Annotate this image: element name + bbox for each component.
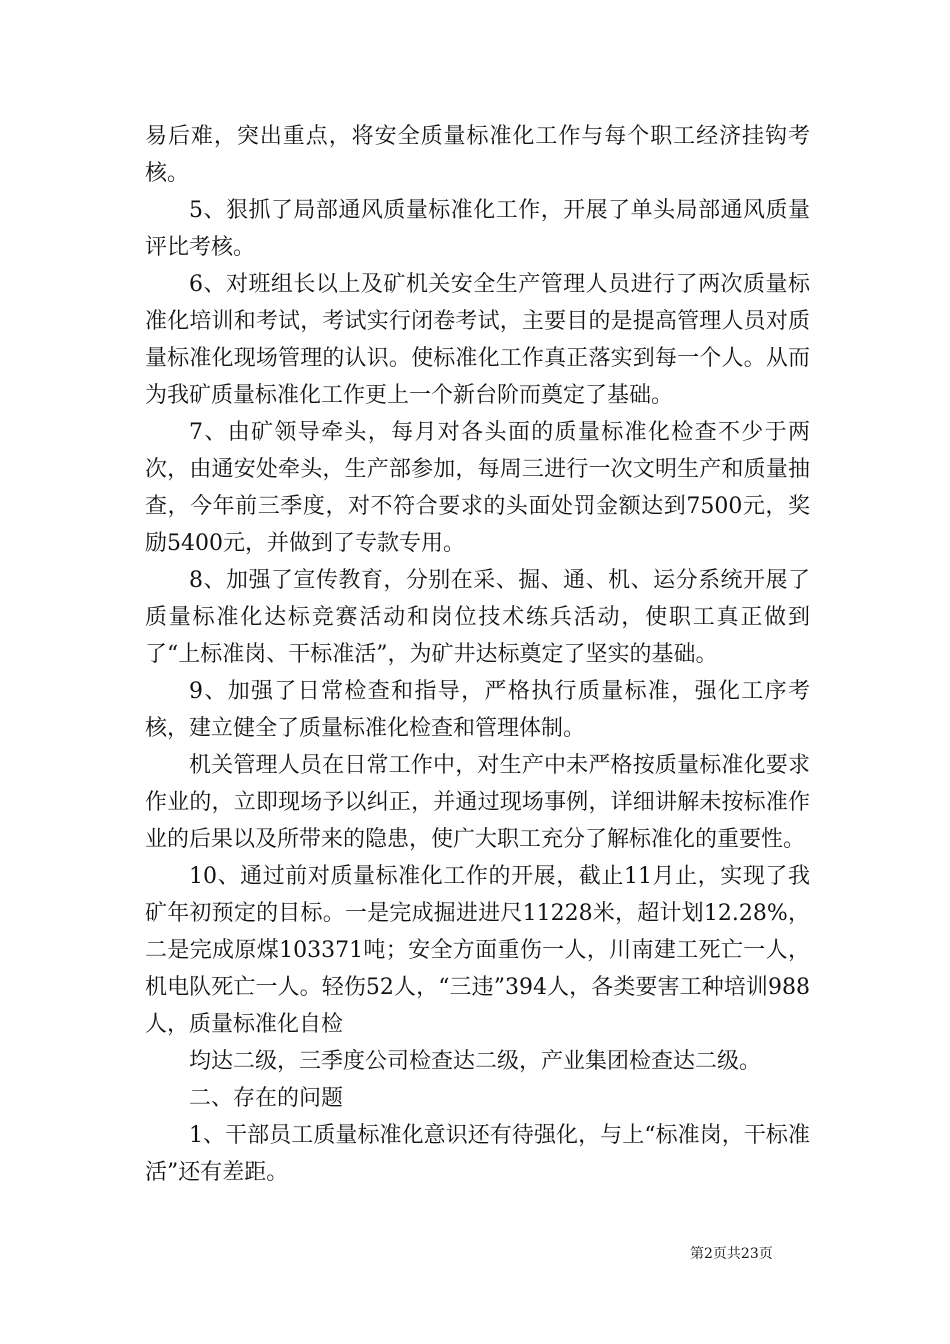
- paragraph-4: 7、由矿领导牵头，每月对各头面的质量标准化检查不少于两次，由通安处牵头，生产部参加，每周三进行一次文明生产和质量抽查，今年前三季度，对不符合要求的头面处罚金额达到7500元，奖励5400元，并做到了专款专用。: [145, 420, 810, 556]
- paragraph-8: 10、通过前对质量标准化工作的开展，截止11月止，实现了我矿年初预定的目标。一是完成掘进进尺11228米，超计划12.28%，二是完成原煤103371吨；安全方面重伤一人，川南建工死亡一人，机电队死亡一人。轻伤52人，“三违”394人，各类要害工种培训988人，质量标准化自检: [145, 864, 810, 1037]
- paragraph-3: 6、对班组长以上及矿机关安全生产管理人员进行了两次质量标准化培训和考试，考试实行闭卷考试，主要目的是提高管理人员对质量标准化现场管理的认识。使标准化工作真正落实到每一个人。从而为我矿质量标准化工作更上一个新台阶而奠定了基础。: [145, 272, 810, 408]
- page-number: 第2页共23页: [690, 1246, 773, 1262]
- paragraph-5: 8、加强了宣传教育，分别在采、掘、通、机、运分系统开展了质量标准化达标竞赛活动和岗位技术练兵活动，使职工真正做到了“上标准岗、干标准活”，为矿井达标奠定了坚实的基础。: [145, 568, 810, 667]
- section-heading: 二、存在的问题: [189, 1086, 344, 1111]
- paragraph-7: 机关管理人员在日常工作中，对生产中未严格按质量标准化要求作业的，立即现场予以纠正，并通过现场事例，详细讲解未按标准作业的后果以及所带来的隐患，使广大职工充分了解标准化的重要性。: [145, 753, 810, 852]
- paragraph-10: 1、干部员工质量标准化意识还有待强化，与上“标准岗，干标准活”还有差距。: [145, 1123, 810, 1185]
- paragraph-9: 均达二级，三季度公司检查达二级，产业集团检查达二级。: [189, 1049, 762, 1074]
- paragraph-6: 9、加强了日常检查和指导，严格执行质量标准，强化工序考核，建立健全了质量标准化检查和管理体制。: [145, 679, 810, 741]
- paragraph-2: 5、狠抓了局部通风质量标准化工作，开展了单头局部通风质量评比考核。: [145, 198, 810, 260]
- paragraph-1: 易后难，突出重点，将安全质量标准化工作与每个职工经济挂钩考核。: [145, 124, 810, 186]
- document-body: [145, 118, 810, 1191]
